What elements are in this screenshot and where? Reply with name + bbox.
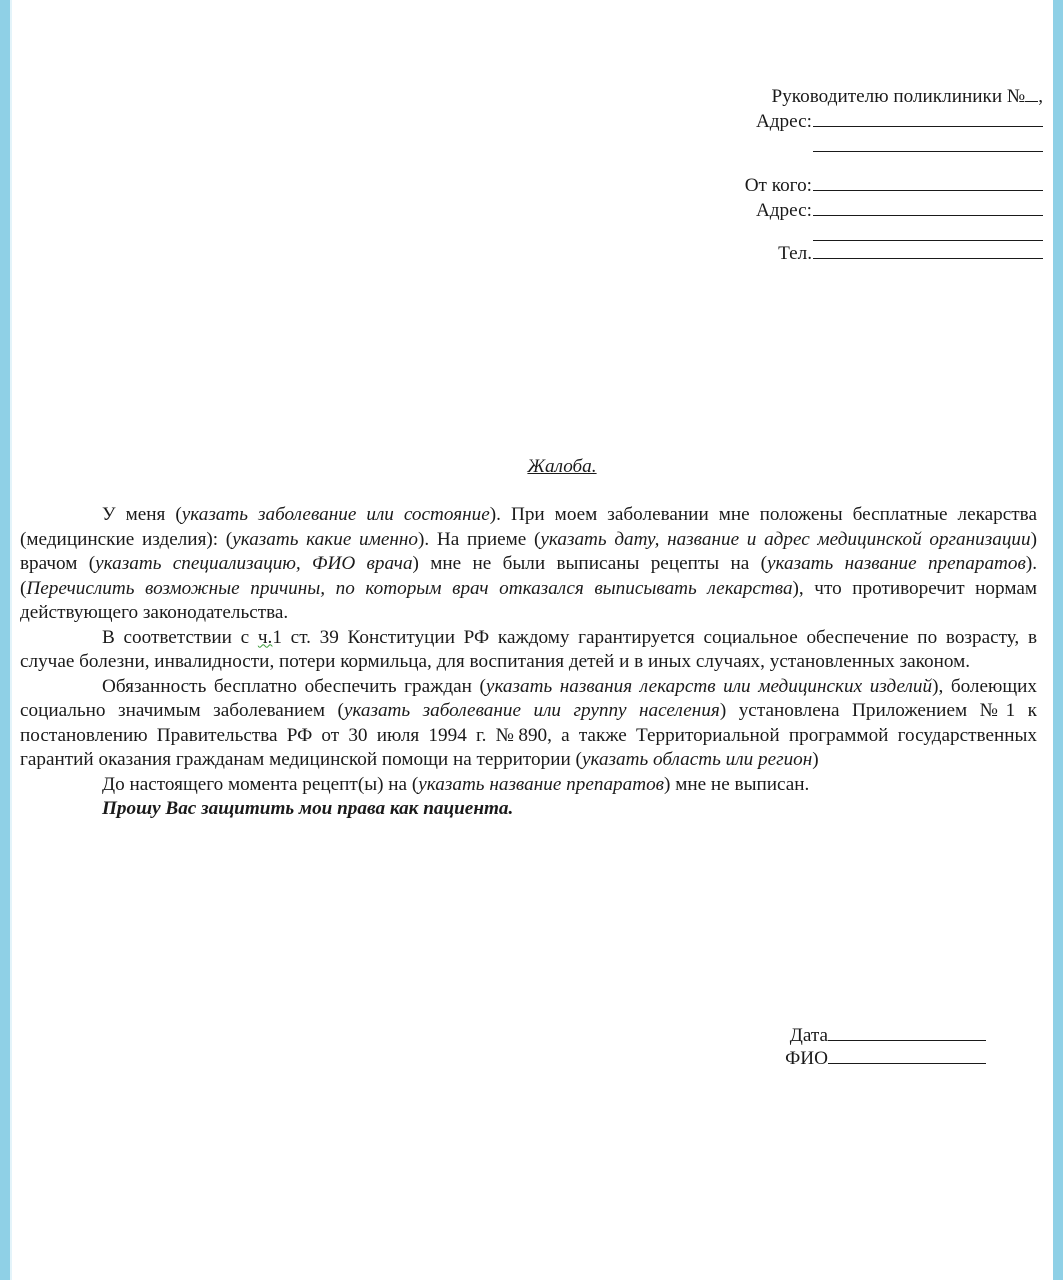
recipient-address-label: Адрес:	[755, 111, 812, 132]
right-frame-border	[1053, 0, 1063, 1280]
placeholder-instruction: указать специализацию, ФИО врача	[95, 553, 413, 574]
text-segment: ), что противоречит нормам действующего законодательства.	[20, 577, 1037, 623]
sender-blank	[813, 173, 1043, 191]
placeholder-instruction: указать название препаратов	[767, 553, 1026, 574]
text-segment: ). При моем заболевании мне положены бесплатные лекарства (медицинские изделия): (	[20, 504, 1037, 550]
document-page	[12, 0, 1053, 1280]
text-segment: В соответствии с	[102, 626, 258, 648]
recipient-suffix: ,	[1038, 86, 1043, 107]
recipient-address-blank-2	[813, 134, 1043, 152]
closing-request: Прошу Вас защитить мои права как пациента.	[102, 798, 514, 819]
recipient-address-blank	[813, 109, 1043, 127]
recipient-address-line	[703, 109, 1043, 134]
placeholder-instruction: Перечислить возможные причины, по которым врач отказался выписывать лекарства	[26, 577, 793, 599]
paragraph	[20, 675, 1037, 773]
paragraph	[20, 503, 1037, 626]
date-line	[778, 1024, 986, 1047]
placeholder-instruction: указать заболевание или состояние	[181, 504, 490, 525]
sender-address-blank	[813, 198, 1043, 216]
placeholder-instruction: указать название препаратов	[418, 773, 665, 795]
text-segment: ) мне не были выписаны рецепты на (	[412, 553, 767, 574]
text-segment: 1 ст. 39 Конституции РФ каждому гарантируется социальное обеспечение по возрасту, в случае болезни, инвалидности, потери кормильца, для воспитания детей и в иных случаях, установленных законом.	[20, 626, 1038, 672]
sender-line	[703, 173, 1043, 198]
recipient-line	[703, 84, 1043, 109]
text-segment: ) мне не выписан.	[664, 773, 810, 795]
document-title: Жалоба.	[527, 456, 597, 477]
document-body	[20, 503, 1037, 822]
text-segment: ) врачом (	[20, 528, 1037, 574]
signature-block	[778, 1024, 986, 1070]
left-frame-border	[0, 0, 10, 1280]
date-blank	[828, 1024, 986, 1041]
sender-address-blank-2	[813, 223, 1043, 241]
placeholder-instruction: указать названия лекарств или медицинских изделий	[485, 675, 933, 697]
name-blank	[828, 1047, 986, 1064]
spellcheck-flagged-text: ч.	[257, 626, 273, 648]
paragraph	[20, 773, 1037, 798]
sender-label: От кого:	[744, 175, 812, 196]
text-segment: ). (	[20, 553, 1038, 599]
text-segment: )	[812, 749, 819, 770]
placeholder-instruction: указать дату, название и адрес медицинской организации	[540, 528, 1031, 550]
paragraph	[20, 797, 1037, 822]
text-segment: У меня (	[102, 504, 182, 525]
header-spacer	[703, 152, 1043, 173]
recipient-label: Руководителю поликлиники №	[771, 86, 1026, 107]
name-line	[778, 1047, 986, 1070]
placeholder-instruction: указать область или регион	[581, 749, 813, 770]
date-label: Дата	[789, 1025, 828, 1046]
placeholder-instruction: указать какие именно	[232, 528, 419, 550]
placeholder-instruction: указать заболевание или группу населения	[343, 700, 720, 721]
clinic-number-blank	[1025, 84, 1038, 102]
phone-line	[703, 241, 1043, 266]
phone-blank	[813, 241, 1043, 259]
sender-address-line-2	[703, 223, 1043, 241]
header-block	[703, 84, 1043, 266]
sender-address-line	[703, 198, 1043, 223]
text-segment: ) установлена Приложением №1 к постановлению Правительства РФ от 30 июля 1994 г. №890, а также Территориальной программой государственных гарантий оказания гражданам медицинской помощи на территории (	[20, 700, 1037, 770]
text-segment: Обязанность бесплатно обеспечить граждан (	[102, 675, 486, 697]
recipient-address-line-2	[703, 134, 1043, 152]
text-segment: ), болеющих социально значимым заболеванием (	[20, 675, 1037, 721]
text-segment: До настоящего момента рецепт(ы) на (	[102, 773, 419, 795]
paragraph	[20, 626, 1037, 675]
text-segment: ). На приеме (	[418, 528, 541, 550]
sender-address-label: Адрес:	[755, 200, 812, 221]
name-label: ФИО	[785, 1048, 828, 1069]
phone-label: Тел.	[778, 243, 812, 264]
